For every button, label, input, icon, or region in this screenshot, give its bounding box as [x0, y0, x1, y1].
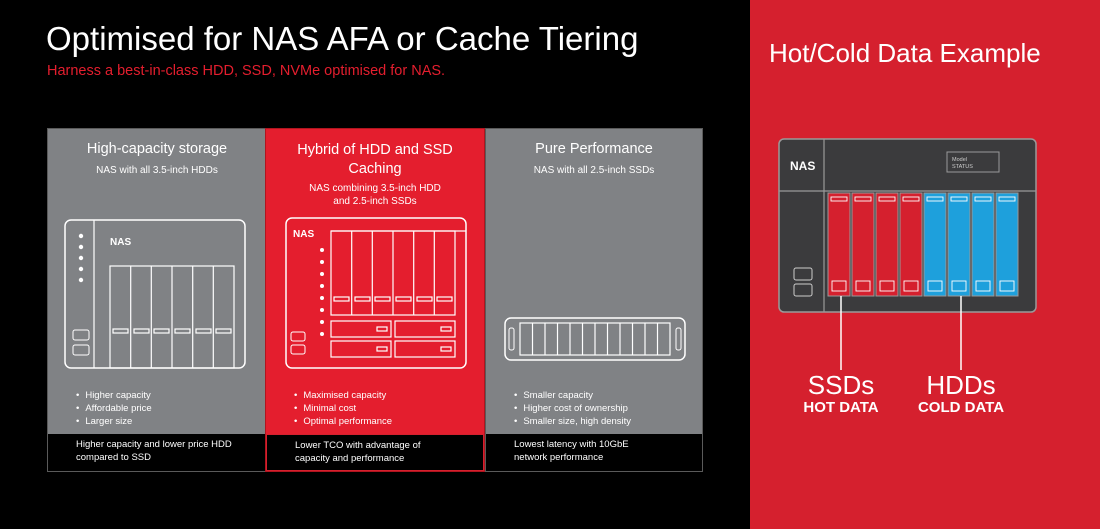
panel-subheading: NAS with all 2.5-inch SSDs	[533, 165, 655, 176]
feature-item: • Minimal cost	[294, 402, 392, 415]
footer-line: Higher capacity and lower price HDD	[76, 439, 232, 450]
hot-cold-title: Hot/Cold Data Example	[769, 38, 1041, 68]
rackmount-ssd-illustration	[504, 314, 686, 364]
panel-subheading: NAS with all 3.5-inch HDDs	[96, 165, 218, 176]
panel-heading-line: Hybrid of HDD and SSD	[297, 142, 453, 158]
footer-line: capacity and performance	[295, 453, 405, 464]
hot-data-caption: HOT DATA	[803, 399, 879, 416]
nas-label: NAS	[293, 229, 315, 240]
page-subtitle: Harness a best-in-class HDD, SSD, NVMe optimised for NAS.	[47, 63, 446, 79]
ssd-label: SSDs	[807, 370, 875, 400]
panel-heading-line: Caching	[348, 161, 402, 177]
footer-line: network performance	[514, 452, 604, 463]
display-line: STATUS	[952, 164, 973, 170]
footer-line: Lower TCO with advantage of	[295, 440, 421, 451]
nas-hdd-illustration	[64, 219, 246, 369]
feature-list	[294, 389, 392, 428]
panel-subheading-line: and 2.5-inch SSDs	[333, 196, 417, 207]
display-line: Model	[952, 157, 967, 163]
panel-subheading	[266, 182, 484, 208]
feature-list	[514, 389, 631, 428]
nas-label: NAS	[790, 159, 816, 173]
feature-item: • Affordable price	[76, 402, 152, 415]
panel-footer	[48, 434, 266, 471]
connector-lines	[838, 316, 968, 372]
panel-footer	[266, 434, 484, 471]
panel-high-capacity	[47, 128, 267, 472]
page-title: Optimised for NAS AFA or Cache Tiering	[46, 20, 639, 57]
panel-hybrid	[265, 128, 485, 472]
panel-pure-performance	[485, 128, 703, 472]
nas-hybrid-illustration	[285, 217, 467, 369]
nas-label: NAS	[110, 237, 132, 248]
feature-item: • Optimal performance	[294, 415, 392, 428]
hdd-label: HDDs	[926, 370, 996, 400]
feature-item: • Smaller capacity	[514, 389, 631, 402]
feature-item: • Smaller size, high density	[514, 415, 631, 428]
cold-data-caption: COLD DATA	[917, 399, 1005, 416]
footer-line: compared to SSD	[76, 452, 151, 463]
feature-item: • Higher cost of ownership	[514, 402, 631, 415]
hot-cold-nas-illustration	[778, 138, 1038, 316]
feature-item: • Maximised capacity	[294, 389, 392, 402]
panel-heading: High-capacity storage	[86, 141, 228, 157]
feature-list	[76, 389, 152, 428]
footer-line: Lowest latency with 10GbE	[514, 439, 629, 450]
panel-heading: Pure Performance	[535, 141, 653, 157]
feature-item: • Larger size	[76, 415, 152, 428]
panel-subheading-line: NAS combining 3.5-inch HDD	[309, 183, 441, 194]
panel-heading	[266, 141, 484, 179]
panel-footer	[486, 434, 702, 471]
feature-item: • Higher capacity	[76, 389, 152, 402]
